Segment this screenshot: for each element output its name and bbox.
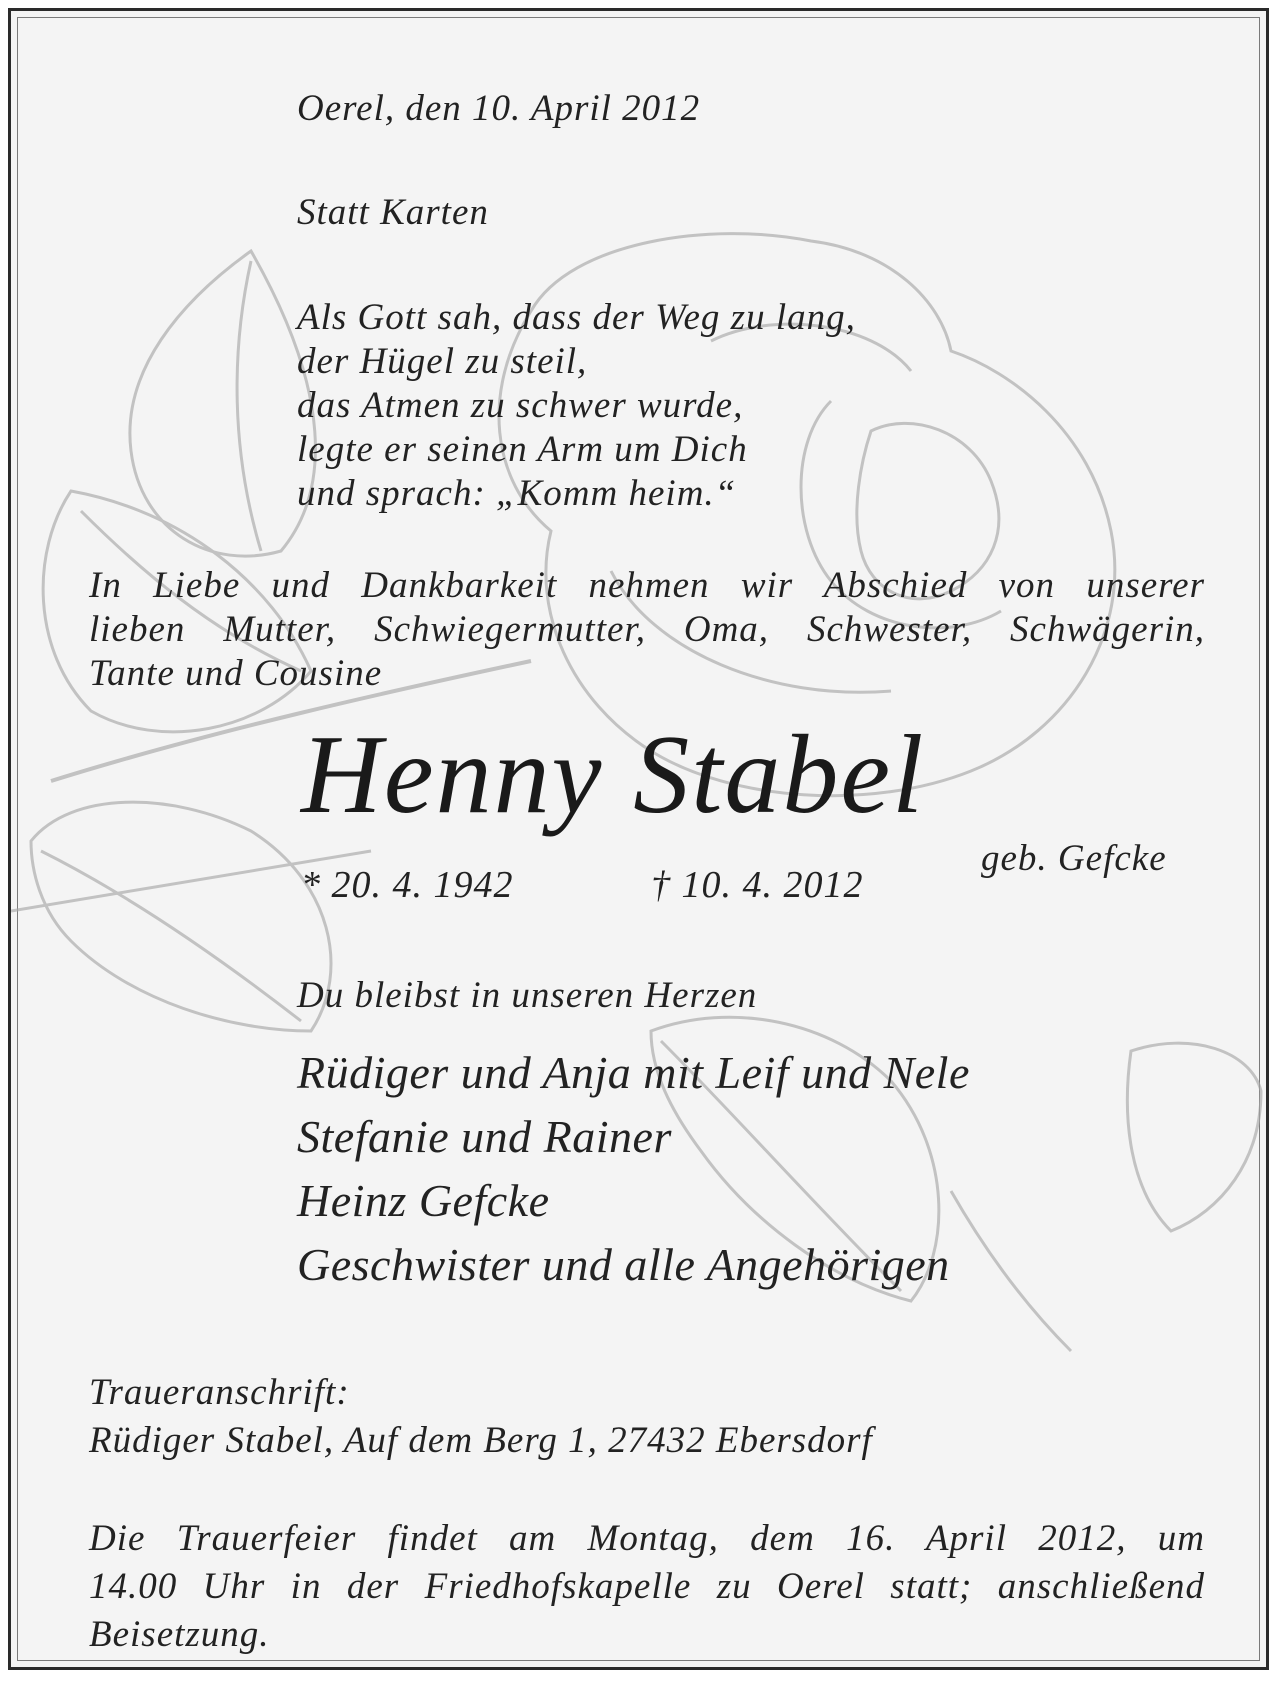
mourner-line: Stefanie und Rainer: [297, 1111, 672, 1162]
mourning-address: [89, 1369, 1205, 1465]
motto: Du bleibst in unseren Herzen: [297, 975, 758, 1016]
intro-paragraph: [89, 564, 1205, 696]
intro-line: In Liebe und Dankbarkeit nehmen wir Abschied von unserer: [89, 565, 1205, 606]
service-line: 14.00 Uhr in der Friedhofskapelle zu Oerel statt; anschließend: [89, 1566, 1205, 1607]
service-line: Beisetzung.: [89, 1614, 270, 1655]
death-date: † 10. 4. 2012: [651, 864, 864, 906]
birth-name: geb. Gefcke: [981, 838, 1167, 879]
funeral-service-info: [89, 1515, 1205, 1659]
obituary-notice: [8, 8, 1269, 1670]
mourners-list: [297, 1041, 970, 1297]
poem-line: das Atmen zu schwer wurde,: [297, 385, 744, 426]
deceased-name: Henny Stabel: [301, 713, 926, 837]
poem-line: der Hügel zu steil,: [297, 341, 588, 382]
intro-line: lieben Mutter, Schwiegermutter, Oma, Schwester, Schwägerin,: [89, 609, 1205, 650]
address-line: Rüdiger Stabel, Auf dem Berg 1, 27432 Ebersdorf: [89, 1420, 873, 1461]
notice-date: Oerel, den 10. April 2012: [297, 88, 701, 129]
poem-line: Als Gott sah, dass der Weg zu lang,: [297, 297, 856, 338]
poem-line: legte er seinen Arm um Dich: [297, 429, 748, 470]
address-line: Traueranschrift:: [89, 1372, 350, 1413]
mourner-line: Heinz Gefcke: [297, 1175, 550, 1226]
service-line: Die Trauerfeier findet am Montag, dem 16. April 2012, um: [89, 1518, 1205, 1559]
mourner-line: Geschwister und alle Angehörigen: [297, 1239, 950, 1290]
mourner-line: Rüdiger und Anja mit Leif und Nele: [297, 1047, 970, 1098]
poem: [297, 296, 856, 516]
poem-line: und sprach: „Komm heim.“: [297, 473, 737, 514]
birth-date: * 20. 4. 1942: [301, 864, 514, 906]
statt-karten-heading: Statt Karten: [297, 192, 489, 233]
intro-line: Tante und Cousine: [89, 653, 383, 694]
